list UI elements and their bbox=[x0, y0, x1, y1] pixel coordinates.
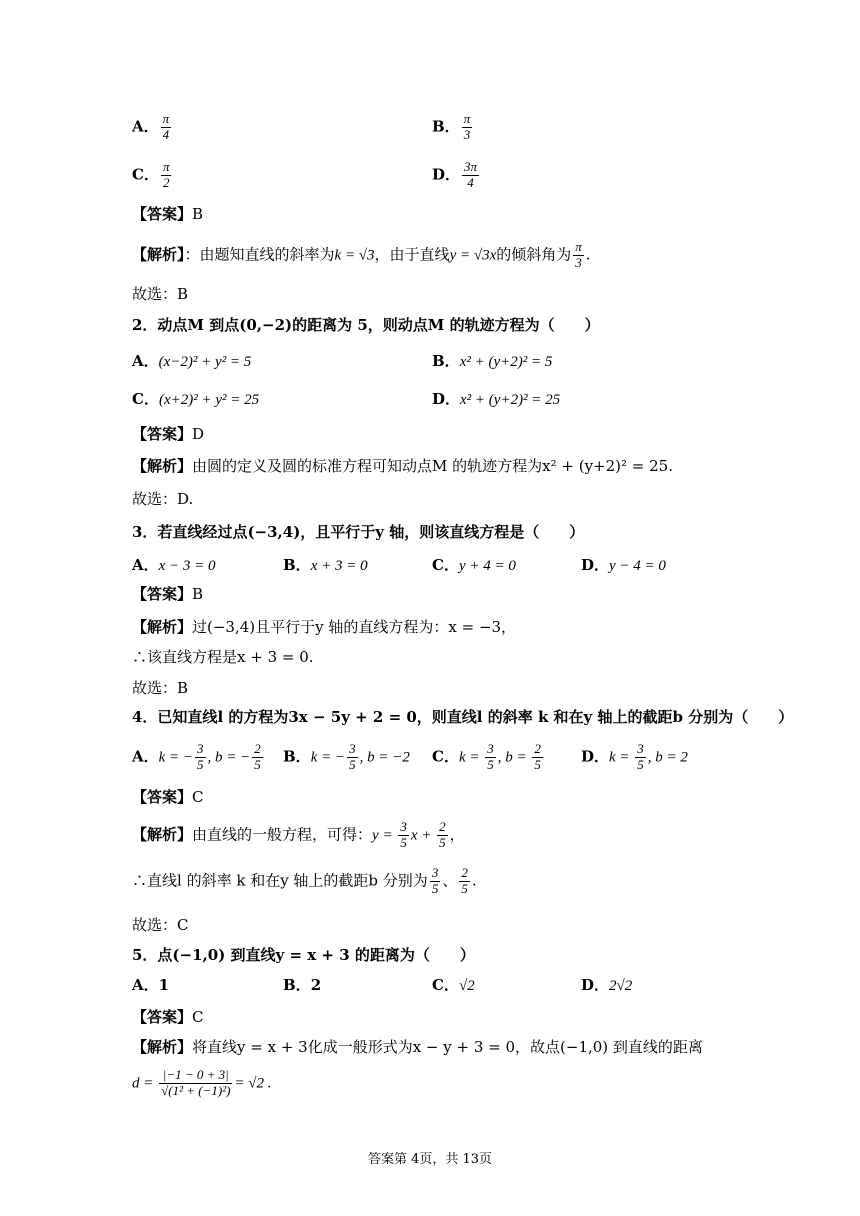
q5-option-d bbox=[581, 976, 632, 995]
math-expr: x + bbox=[410, 827, 436, 844]
frac-num: 3 bbox=[400, 819, 407, 834]
q4-option-a bbox=[132, 742, 265, 773]
q1-option-a bbox=[132, 112, 173, 143]
q2-option-a bbox=[132, 352, 251, 371]
math-expr: , b = bbox=[497, 749, 531, 766]
option-label: D． bbox=[432, 165, 461, 184]
frac-den: 5 bbox=[431, 880, 439, 896]
analysis-tag: 【解析】 bbox=[132, 457, 193, 475]
q2-option-c bbox=[132, 390, 259, 409]
frac-den: 3 bbox=[463, 126, 471, 142]
option-text: 2√2 bbox=[609, 978, 633, 994]
frac-den: 5 bbox=[461, 880, 468, 896]
analysis-text: ∴直线l 的斜率 k 和在y 轴上的截距b 分别为 bbox=[132, 871, 428, 890]
option-label: D． bbox=[581, 556, 610, 574]
option-label: A． bbox=[132, 117, 159, 136]
option-label: C． bbox=[432, 976, 459, 994]
answer-value: C bbox=[192, 1008, 204, 1026]
frac-den: √(1² + (−1)²) bbox=[161, 1082, 231, 1098]
q2-analysis bbox=[132, 457, 673, 475]
q4-option-b bbox=[283, 742, 410, 773]
frac-num: 3π bbox=[464, 159, 478, 174]
answer-tag: 【答案】 bbox=[132, 788, 193, 806]
analysis-tag: 【解析】 bbox=[132, 245, 185, 264]
q3-conclusion: 故选：B bbox=[132, 679, 189, 697]
q1-option-c bbox=[132, 160, 173, 191]
option-text: 1 bbox=[158, 976, 170, 994]
frac-den: 5 bbox=[197, 756, 204, 772]
math-expr: = √2 . bbox=[234, 1075, 272, 1092]
q3-stem: 3．若直线经过点(−3,4)，且平行于y 轴，则该直线方程是（ ） bbox=[132, 523, 585, 541]
frac-num: |−1 − 0 + 3| bbox=[159, 1068, 232, 1084]
q4-option-c bbox=[432, 742, 545, 773]
frac-den: 5 bbox=[400, 834, 407, 850]
frac-num: 3 bbox=[431, 865, 439, 880]
option-label: B． bbox=[283, 747, 311, 766]
frac-den: 5 bbox=[487, 756, 494, 772]
frac-num: 3 bbox=[197, 741, 204, 756]
option-text: x + 3 = 0 bbox=[310, 558, 368, 574]
q3-option-c bbox=[432, 556, 516, 575]
math-expr: , b = − bbox=[207, 749, 251, 766]
q2-option-b bbox=[432, 352, 552, 371]
q3-analysis-2: ∴该直线方程是x + 3 = 0. bbox=[132, 648, 314, 666]
frac-num: π bbox=[162, 111, 170, 126]
q5-stem: 5．点(−1,0) 到直线y = x + 3 的距离为（ ） bbox=[132, 946, 475, 964]
option-text: √2 bbox=[458, 978, 475, 994]
frac-den: 3 bbox=[575, 254, 582, 270]
frac-den: 4 bbox=[162, 126, 170, 142]
option-label: C． bbox=[132, 390, 159, 408]
option-label: D． bbox=[581, 747, 610, 766]
option-label: A． bbox=[132, 747, 159, 766]
option-label: C． bbox=[132, 165, 159, 184]
option-label: C． bbox=[432, 556, 459, 574]
q4-answer bbox=[132, 788, 204, 806]
option-label: B． bbox=[432, 352, 460, 370]
option-text: 2 bbox=[310, 976, 322, 994]
frac-den: 5 bbox=[534, 756, 541, 772]
frac-den: 5 bbox=[254, 756, 261, 772]
analysis-text: 将直线y = x + 3化成一般形式为x − y + 3 = 0，故点(−1,0) 到直线的距离 bbox=[192, 1038, 703, 1056]
q1-analysis bbox=[132, 240, 591, 271]
analysis-text: . bbox=[585, 245, 591, 264]
q4-analysis bbox=[132, 820, 465, 851]
q5-distance-formula bbox=[132, 1068, 272, 1099]
frac-num: 2 bbox=[534, 741, 541, 756]
q5-option-a bbox=[132, 976, 169, 994]
q3-option-d bbox=[581, 556, 666, 575]
answer-tag: 【答案】 bbox=[132, 1008, 193, 1026]
q5-analysis bbox=[132, 1038, 703, 1056]
option-text: x² + (y+2)² = 5 bbox=[459, 354, 553, 370]
option-label: D． bbox=[581, 976, 610, 994]
frac-den: 5 bbox=[637, 756, 644, 772]
q1-option-d bbox=[432, 160, 481, 191]
analysis-tag: 【解析】 bbox=[132, 1038, 193, 1056]
answer-tag: 【答案】 bbox=[132, 205, 193, 223]
math-expr: , b = 2 bbox=[647, 749, 688, 766]
frac-num: π bbox=[463, 111, 471, 126]
answer-tag: 【答案】 bbox=[132, 585, 193, 603]
frac-den: 4 bbox=[467, 174, 474, 190]
analysis-tag: 【解析】 bbox=[132, 618, 193, 636]
math-expr: k = bbox=[609, 749, 634, 766]
math-expr: , b = −2 bbox=[359, 749, 410, 766]
analysis-text: 过(−3,4)且平行于y 轴的直线方程为：x = −3， bbox=[192, 618, 517, 636]
q4-stem: 4．已知直线l 的方程为3x − 5y + 2 = 0，则直线l 的斜率 k 和在y 轴上的截距b 分别为（ ） bbox=[132, 708, 794, 726]
q2-conclusion: 故选：D. bbox=[132, 490, 194, 508]
q5-option-c bbox=[432, 976, 475, 995]
q3-analysis bbox=[132, 618, 516, 636]
math-expr: y = √3x bbox=[449, 247, 497, 264]
math-expr: y = bbox=[372, 827, 397, 844]
q1-option-b bbox=[432, 112, 474, 143]
math-expr: k = bbox=[458, 749, 484, 766]
q5-option-b bbox=[283, 976, 321, 994]
frac-den: 2 bbox=[162, 174, 170, 190]
frac-num: 2 bbox=[254, 741, 261, 756]
math-expr: d = bbox=[132, 1075, 158, 1092]
q3-option-a bbox=[132, 556, 216, 575]
page-footer: 答案第 4页，共 13页 bbox=[367, 1152, 493, 1167]
option-label: A． bbox=[132, 976, 159, 994]
option-label: A． bbox=[132, 556, 159, 574]
frac-den: 5 bbox=[439, 834, 446, 850]
option-label: D． bbox=[432, 390, 461, 408]
q3-answer bbox=[132, 585, 203, 603]
frac-num: 3 bbox=[349, 741, 356, 756]
analysis-text: ：由题知直线的斜率为 bbox=[184, 245, 335, 264]
option-label: B． bbox=[283, 976, 311, 994]
answer-value: C bbox=[192, 788, 204, 806]
q1-answer bbox=[132, 205, 203, 223]
option-text: x² + (y+2)² = 25 bbox=[460, 392, 561, 408]
q2-answer bbox=[132, 425, 204, 443]
analysis-tag: 【解析】 bbox=[132, 825, 193, 844]
analysis-text: . bbox=[471, 871, 477, 890]
math-expr: k = − bbox=[310, 749, 346, 766]
analysis-text: ，由于直线 bbox=[374, 245, 450, 264]
option-label: A． bbox=[132, 352, 159, 370]
q4-option-d bbox=[581, 742, 688, 773]
answer-value: B bbox=[192, 205, 204, 223]
q4-analysis-2 bbox=[132, 866, 477, 897]
answer-tag: 【答案】 bbox=[132, 425, 193, 443]
answer-value: D bbox=[192, 425, 205, 443]
q2-stem: 2．动点M 到点(0,−2)的距离为 5，则动点M 的轨迹方程为（ ） bbox=[132, 316, 600, 334]
frac-num: 3 bbox=[487, 741, 494, 756]
math-expr: k = − bbox=[158, 749, 194, 766]
frac-num: 3 bbox=[637, 741, 644, 756]
frac-den: 5 bbox=[349, 756, 356, 772]
option-text: (x−2)² + y² = 5 bbox=[158, 354, 252, 370]
math-expr: k = √3 bbox=[334, 247, 375, 264]
option-text: x − 3 = 0 bbox=[158, 558, 216, 574]
q3-option-b bbox=[283, 556, 368, 575]
frac-num: π bbox=[162, 159, 170, 174]
q1-conclusion: 故选：B bbox=[132, 285, 189, 303]
option-text: y − 4 = 0 bbox=[609, 558, 666, 574]
option-label: B． bbox=[283, 556, 311, 574]
analysis-text: 的倾斜角为 bbox=[496, 245, 572, 264]
answer-value: B bbox=[192, 585, 204, 603]
analysis-text: ， bbox=[449, 825, 465, 844]
q2-option-d bbox=[432, 390, 560, 409]
frac-num: 2 bbox=[461, 865, 468, 880]
option-text: y + 4 = 0 bbox=[458, 558, 516, 574]
q5-answer bbox=[132, 1008, 204, 1026]
frac-num: 2 bbox=[439, 819, 446, 834]
option-label: C． bbox=[432, 747, 459, 766]
analysis-text: 、 bbox=[442, 871, 458, 890]
analysis-text: 由圆的定义及圆的标准方程可知动点M 的轨迹方程为x² + (y+2)² = 25. bbox=[192, 457, 673, 475]
analysis-text: 由直线的一般方程，可得： bbox=[192, 825, 373, 844]
q4-conclusion: 故选：C bbox=[132, 916, 189, 934]
frac-num: π bbox=[575, 239, 582, 254]
option-text: (x+2)² + y² = 25 bbox=[158, 392, 260, 408]
option-label: B． bbox=[432, 117, 460, 136]
